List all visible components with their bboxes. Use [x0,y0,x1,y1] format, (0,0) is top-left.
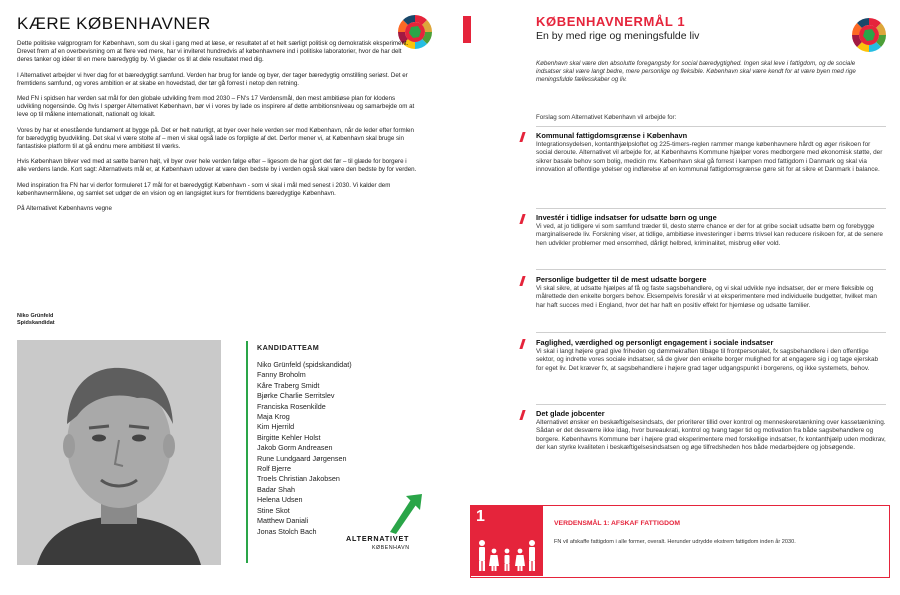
proposal-title: Kommunal fattigdomsgrænse i København [536,131,688,140]
team-member: Rolf Bjerre [257,464,291,474]
signature [17,313,55,327]
brand-subtitle: KØBENHAVN [372,545,410,551]
alternativet-arrow-icon [346,494,426,534]
intro-letter [17,40,417,221]
portrait-image [17,340,221,565]
intro-paragraph: Hvis København bliver ved med at sætte barren højt, vil byer over hele verden følge efter – ligesom de har gjort det før – til glæde for borgere i alle verdens lande. Kort sagt: Alternativets mål er, at København udover at være den bedste by i verden også skal være den bedste by for verden. [17,158,417,173]
proposal-body: Alternativet ønsker en beskæftigelsesindsats, der prioriterer tillid over kontrol og menneskeretænkning over kassetænkning. Sådan er det desværre ikke idag, hvor bureaukrati, kontrol og tvang tager tid og motivation fra både sagsbehandlere og borgere. Københavns Kommune bør i højere grad eksperimentere med forskellige indsatser, fx kontanthjælp uden modkrav, der kan styrke kvaliteten i beskæftigelsesindsatsen og øge tilfredsheden hos både medarbejdere og jobsøgende. [536,419,886,452]
sdg-goal-number: 1 [476,508,485,525]
proposal-section [536,409,886,453]
proposal-section [536,275,886,310]
family-icon [471,506,543,576]
right-page [450,0,900,595]
team-member: Bjørke Charlie Serritslev [257,391,335,401]
intro-paragraph: I Alternativet arbejder vi hver dag for et bæredygtigt samfund. Verden har brug for lande og byer, der tager bæredygtig omstilling seriøst. Det er fremtidens samfund, og vores ambition er at skabe en hovedstad, der tør gå forrest i netop den retning. [17,71,408,87]
divider [536,404,886,405]
proposal-section [536,213,886,248]
alternativet-logo [346,494,426,554]
goal-lead-text: København skal være den absolutte foregangsby for social bæredygtighed. Ingen skal leve i fattigdom, og de sociale indsatser skal være langt bedre, mere personlige og fleksible. København skal være kendt for at være byen med rige meningsfulde fællesskaber og liv. [536,60,856,83]
team-member: Jonas Stolch Bach [257,526,317,536]
proposal-title: Personlige budgetter til de mest udsatte borgere [536,275,707,284]
proposal-body: Vi skal sikre, at udsatte hjælpes af få og faste sagsbehandlere, og vi skal udvikle nye indsatser, der er mere fleksible og målrettede den enkelte borgers behov. Eksempelvis foreslår vi at eksperimentere med individuelle budgetter, hvilket man har haft succes med i England, hvor det har haft en positiv effekt for hjemløse og udsatte familier. [536,285,877,309]
red-slash-icon [519,276,525,286]
team-member: Birgitte Kehler Holst [257,432,321,442]
divider [536,269,886,270]
sdg-goal-description: FN vil afskaffe fattigdom i alle former, overalt. Herunder udrydde ekstrem fattigdom inden år 2030. [554,539,796,545]
candidate-portrait [17,340,221,565]
divider [536,126,886,127]
divider [536,332,886,333]
team-member: Matthew Daniali [257,516,309,526]
signature-role: Spidskandidat [17,320,55,326]
team-member: Rune Lundgaard Jørgensen [257,453,347,463]
team-accent-bar [246,341,248,563]
sdg-goal-tile [471,506,543,576]
team-member: Fanny Broholm [257,370,306,380]
team-member: Badar Shah [257,484,295,494]
team-member: Stine Skot [257,505,290,515]
proposal-title: Det glade jobcenter [536,409,605,418]
red-slash-icon [519,339,525,349]
proposal-body: Vi ved, at jo tidligere vi som samfund træder til, desto større chance er der for at gribe socialt udsatte børn og forebygge marginaliserede liv. Forskning viser, at tidlige, ambitiøse investeringer i børns trivsel kan reducere risikoen for, at de senere hen udvikler problemer med ensomhed, dårligt helbred, kriminalitet, misbrug eller vold. [536,223,883,247]
sdg-wheel-icon [851,17,887,53]
goal-subtitle: En by med rige og meningsfulde liv [536,30,700,42]
signature-name: Niko Grünfeld [17,313,54,319]
team-member: Troels Christian Jakobsen [257,474,340,484]
intro-paragraph: Dette politiske valgprogram for København, som du skal i gang med at læse, er resultatet af et helt særligt politisk og demokratisk eksperiment. Drevet frem af en overbevisning om at flere ved mere, har vi inviteret hundredvis af københavnere ind i politiske laboratorier, hvor de har delt deres tanker og idéer til en mere bæredygtig by. Vi glæder os til at dele resultatet med dig. [17,40,409,63]
intro-paragraph: På Alternativet Københavns vegne [17,205,112,212]
team-member: Niko Grünfeld (spidskandidat) [257,360,352,369]
team-member: Helena Udsen [257,495,303,505]
proposals-intro: Forslag som Alternativet København vil arbejde for: [536,114,677,121]
team-member: Kåre Traberg Smidt [257,380,320,390]
proposal-body: Integrationsydelsen, kontanthjælpsloftet og 225-timers-reglen rammer mange københavnere hårdt og øger risikoen for social deroute. Alternativet vil arbejde for, at Københavns Kommune hjælper vores medborgere med økonomisk støtte, der sikrer basale behov som bolig, medicin mv. København skal gå forrest i kampen mod fattigdom i Danmark og skal via innovation af offentlige ydelser og indførelse af en kommunal fattigdomsgrænse gøre sit for at sikre et Danmark i balance. [536,141,883,174]
team-member: Franciska Rosenkilde [257,401,326,411]
proposal-section [536,338,886,373]
proposal-title: Faglighed, værdighed og personligt engagement i sociale indsatser [536,338,774,347]
divider [536,208,886,209]
red-slash-icon [519,410,525,420]
proposal-section [536,131,886,175]
sdg-goal-title: VERDENSMÅL 1: AFSKAF FATTIGDOM [554,520,680,527]
team-member: Maja Krog [257,412,290,422]
proposal-title: Investér i tidlige indsatser for udsatte børn og unge [536,213,717,222]
brand-name: ALTERNATIVET [346,534,410,543]
team-member: Jakob Gorm Andreasen [257,443,333,453]
page-title: KÆRE KØBENHAVNER [17,14,211,33]
team-member: Kim Hjerrild [257,422,295,432]
team-title: KANDIDATTEAM [257,343,320,352]
red-corner-mark [463,16,471,43]
proposal-body: Vi skal i langt højere grad give friheden og dømmekraften tilbage til frontpersonalet, fx sagsbehandlere i den offentlige sektor, og indrette vores sociale indsatser, så de giver den enkelte borger mulighed for at engagere sig i og tage ejerskab for eget liv. Det kræver fx, at sagsbehandlere i højere grad tager udgangspunkt i borgerens, og ikke systemets, behov. [536,348,879,372]
sdg-goal-box [470,505,890,578]
intro-paragraph: Med FN i spidsen har verden sat mål for den globale udvikling frem mod 2030 – FN's 17 Verdensmål, den mest ambitiøse plan for klodens udvikling nogensinde. Og hvis I spørger Alternativet København, bør vi i vores by lade os inspirere af dette ambitionsniveau og samarbejde om at leve op til målene internationalt, nationalt og lokalt. [17,95,415,118]
red-slash-icon [519,132,525,142]
goal-title: KØBENHAVNERMÅL 1 [536,14,686,29]
red-slash-icon [519,214,525,224]
intro-paragraph: Med inspiration fra FN har vi derfor formuleret 17 mål for et bæredygtigt København - som vi skal i mål med senest i 2030. Vi kalder dem københavnermålene, og samlet set udgør de en vision og en langsigtet kurs for fremtidens bæredygtige København. [17,181,391,197]
team-list [257,360,352,537]
intro-paragraph: Vores by har et enestående fundament at bygge på. Det er helt naturligt, at byer over hele verden ser mod København, når de leder efter formlen for bæredygtig byudvikling. Det skal vi være stolte af – men vi skal også lade os forpligte af det. Derfor mener vi, at København skal bruge sin fantastiske platform til at gå endnu mere ambitiøst til værks. [17,126,414,150]
